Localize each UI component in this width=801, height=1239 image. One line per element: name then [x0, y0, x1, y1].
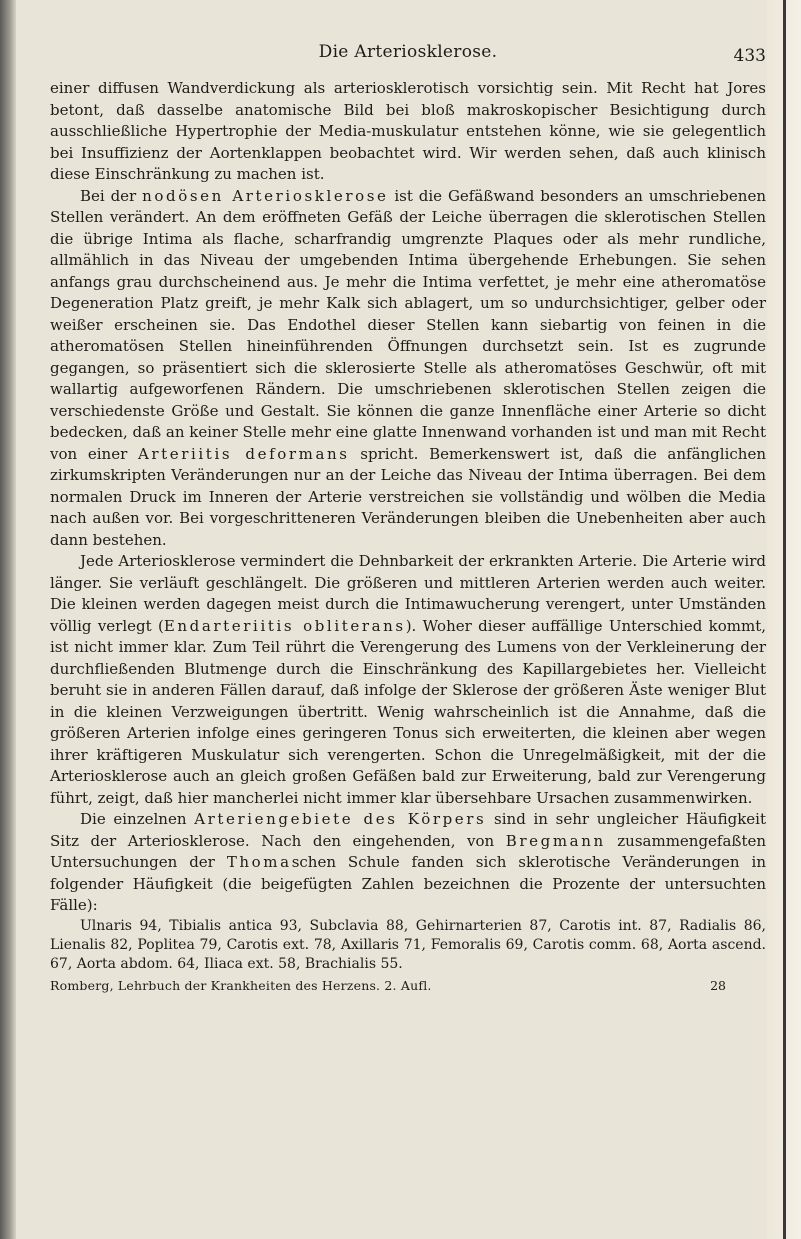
paragraph-2-text-b: spricht. Bemerkenswert ist, daß die anfänglichen zirkumskripten Veränderungen nur an der Leiche das Niveau der Intima überragen. Bei dem normalen Druck im Inneren der Arterie verstreichen sie vollständig und wölben die Media nach außen vor. Bei vorgeschritteneren Veränderungen bleiben die Unebenheiten aber auch dann bestehen.	[50, 444, 766, 549]
term-arteriengebiete: Arteriengebiete des Körpers	[194, 810, 487, 828]
author-bregmann: Bregmann	[505, 831, 606, 850]
running-title: Die Arteriosklerose.	[318, 42, 498, 62]
page-number: 433	[733, 46, 766, 66]
term-arteriitis-deformans: Arteriitis deformans	[137, 444, 350, 463]
signature-mark: 28	[710, 977, 726, 993]
paragraph-1	[50, 78, 766, 186]
paragraph-3	[50, 551, 766, 809]
book-gutter-shadow	[0, 0, 16, 1239]
page-header	[50, 42, 766, 78]
paragraph-4-text-a: sind in sehr ungleicher Häufigkeit Sitz der Arteriosklerose. Nach den eingehenden, von	[50, 810, 766, 850]
book-page	[50, 42, 766, 993]
paragraph-1-text: einer diffusen Wandverdickung als arteriosklerotisch vorsichtig sein. Mit Recht hat Jores betont, daß dasselbe anatomische Bild bei bloß makroskopischer Besichtigung durch ausschließliche Hypertrophie der Media-muskulatur entstehen könne, wie sie gelegentlich bei Insuffizienz der Aortenklappen beobachtet wird. Wir werden sehen, daß auch klinisch diese Einschränkung zu machen ist.	[50, 79, 766, 183]
frequency-list	[50, 917, 766, 974]
author-thoma: Thoma	[226, 853, 292, 871]
paragraph-4-lead: Die einzelnen	[80, 810, 195, 828]
paragraph-2-lead: Bei der	[80, 186, 143, 205]
footer-line	[50, 978, 766, 994]
paragraph-3-text-b: ). Woher dieser auffällige Unterschied kommt, ist nicht immer klar. Zum Teil rührt die Verengerung des Lumens von der Verkleinerung der durchfließenden Blutmenge durch die Einschränkung des Kapillargebietes her. Vielleicht beruht sie in anderen Fällen darauf, daß infolge der Sklerose der größeren Äste weniger Blut in die kleinen Verzweigungen übertritt. Wenig wahrscheinlich ist die Annahme, daß die größeren Arterien infolge eines geringeren Tonus sich erweiterten, die kleinen aber wegen ihrer kräftigeren Muskulatur sich verengerten. Schon die Unregelmäßigkeit, mit der die Arteriosklerose auch an gleich großen Gefäßen bald zur Erweiterung, bald zur Verengerung führt, zeigt, daß hier mancherlei nicht immer klar übersehbare Ursachen zusammenwirken.	[50, 616, 766, 807]
paragraph-3-text-a: Jede Arteriosklerose vermindert die Dehnbarkeit der erkrankten Arterie. Die Arterie wird länger. Sie verläuft geschlängelt. Die größeren und mittleren Arterien werden auch weiter. Die kleinen werden dagegen meist durch die Intimawucherung verengert, unter Umständen völlig verlegt (	[50, 552, 766, 635]
paragraph-2-text-a: ist die Gefäßwand besonders an umschriebenen Stellen verändert. An dem eröffneten Gefäß der Leiche überragen die sklerotischen Stellen die übrige Intima als flache, scharfrandig umgrenzte Plaques oder als mehr rundliche, allmählich in das Niveau der umgebenden Intima übergehende Erhebungen. Sie sehen anfangs grau durchscheinend aus. Je mehr die Intima verfettet, je mehr eine atheromatöse Degeneration Platz greift, je mehr Kalk sich ablagert, um so undurchsichtiger, gelber oder weißer erscheinen sie. Das Endothel dieser Stellen kann siebartig von feinen in die atheromatösen Stellen hineinführenden Öffnungen durchsetzt sein. Ist es zugrunde gegangen, so präsentiert sich die sklerosierte Stelle als atheromatöses Geschwür, oft mit wallartig aufgeworfenen Rändern. Die umschriebenen sklerotischen Stellen zeigen die verschiedenste Größe und Gestalt. Sie können die ganze Innenfläche einer Arterie so dicht bedecken, daß an keiner Stelle mehr eine glatte Innenwand vorhanden ist und man mit Recht von einer	[50, 186, 766, 463]
paragraph-4-text-b: zusammengefaßten Untersuchungen der	[50, 831, 767, 871]
book-reference: Romberg, Lehrbuch der Krankheiten des Herzens. 2. Aufl.	[50, 977, 432, 993]
page-body	[50, 78, 766, 993]
term-nodose-arteriosklerose: nodösen Arteriosklerose	[142, 186, 389, 205]
frequency-list-text: Ulnaris 94, Tibialis antica 93, Subclavia 88, Gehirnarterien 87, Carotis int. 87, Radialis 86, Lienalis 82, Poplitea 79, Carotis ext. 78, Axillaris 71, Femoralis 69, Carotis comm. 68, Aorta ascend. 67, Aorta abdom. 64, Iliaca ext. 58, Brachialis 55.	[50, 917, 766, 972]
paragraph-2	[50, 186, 766, 552]
term-endarteriitis-obliterans: Endarteriitis obliterans	[163, 616, 406, 635]
paragraph-4-text-c: schen Schule fanden sich sklerotische Veränderungen in folgender Häufigkeit (die beigefügten Zahlen bezeichnen die Prozente der untersuchten Fälle):	[50, 853, 766, 914]
paragraph-4	[50, 809, 766, 917]
page-edge-line	[783, 0, 786, 1239]
